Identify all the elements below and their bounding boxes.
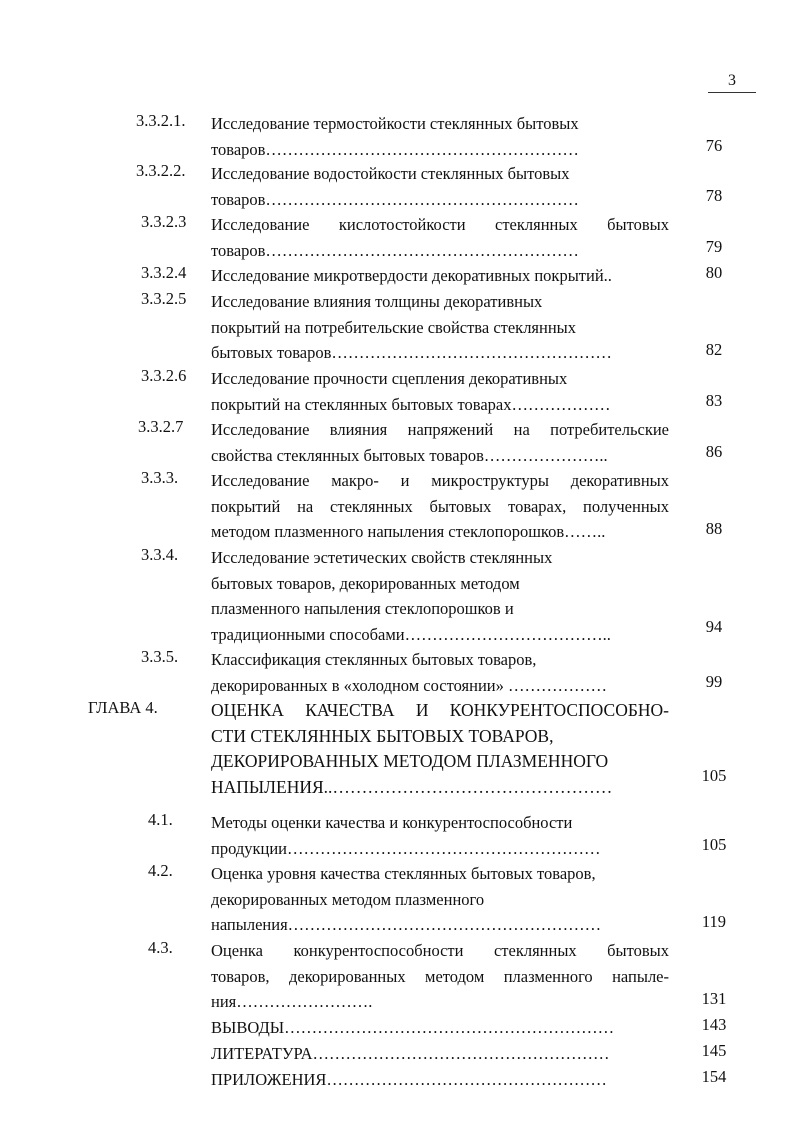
- toc-entry-title: [211, 468, 669, 545]
- toc-entry-title: [211, 861, 669, 938]
- toc-entry-line: товаров…………………………………………………: [211, 189, 579, 209]
- toc-entry-page: 83: [705, 391, 723, 410]
- toc-entry-number: 3.3.2.6: [141, 366, 187, 385]
- toc-entry-page: 86: [705, 442, 723, 461]
- toc-entry-line: традиционными способами………………………………..: [211, 624, 611, 644]
- toc-entry-number: 3.3.2.1.: [136, 111, 186, 130]
- toc-entry-number: 3.3.4.: [141, 545, 179, 564]
- toc-entry-title: [211, 1067, 669, 1093]
- toc-entry-line: Исследование кислотостойкости стеклянных бытовых: [211, 215, 669, 234]
- toc-entry-title: [211, 289, 669, 366]
- toc-entry-line: Исследование макро- и микроструктуры декоративных: [211, 471, 669, 490]
- toc-entry-title: [211, 545, 669, 647]
- toc-entry-line: Классификация стеклянных бытовых товаров,: [211, 650, 537, 669]
- toc-entry-line: бытовых товаров……………………………………………: [211, 343, 612, 362]
- toc-entry-line: ПРИЛОЖЕНИЯ……………………………………………: [211, 1070, 607, 1089]
- toc-entry-line: свойства стеклянных бытовых товаров…………………..: [211, 445, 608, 465]
- toc-entry-title: [211, 1015, 669, 1041]
- toc-entry-number: 3.3.2.5: [141, 289, 187, 308]
- toc-entry-number: ГЛАВА 4.: [88, 698, 158, 717]
- toc-entry-line: Исследование эстетических свойств стеклянных: [211, 548, 553, 567]
- toc-entry-title: [211, 698, 669, 800]
- toc-entry-number: 4.3.: [148, 938, 173, 957]
- toc-entry-line: Исследование влияния напряжений на потребительские: [211, 420, 669, 439]
- toc-entry-title: [211, 263, 669, 289]
- toc-entry-title: [211, 161, 669, 212]
- toc-entry-line: ВЫВОДЫ……………………………………………………: [211, 1018, 615, 1037]
- toc-entry-title: [211, 417, 669, 468]
- page-number: 3: [708, 72, 756, 93]
- toc-entry-line: товаров…………………………………………………: [211, 240, 579, 260]
- toc-entry-number: 3.3.2.3: [141, 212, 187, 231]
- toc-entry-line: Исследование микротвердости декоративных покрытий..: [211, 266, 612, 285]
- toc-entry-page: 82: [705, 340, 723, 359]
- toc-entry-line: декорированных в «холодном состоянии» ………………: [211, 675, 607, 695]
- toc-entry-line: покрытий на стеклянных бытовых товарах, полученных: [211, 496, 669, 516]
- toc-entry-line: покрытий на потребительские свойства стеклянных: [211, 317, 577, 337]
- toc-entry-number: 3.3.5.: [141, 647, 179, 666]
- toc-entry-line: Исследование термостойкости стеклянных бытовых: [211, 114, 579, 133]
- toc-entry-line: Оценка уровня качества стеклянных бытовых товаров,: [211, 864, 596, 883]
- toc-entry-line: плазменного напыления стеклопорошков и: [211, 599, 514, 618]
- toc-entry-title: [211, 111, 669, 162]
- toc-entry-page: 88: [705, 519, 723, 538]
- toc-entry-page: 105: [701, 766, 727, 785]
- toc-entry-line: покрытий на стеклянных бытовых товарах………………: [211, 394, 611, 414]
- toc-entry-title: [211, 938, 669, 1015]
- toc-entry-line: декорированных методом плазменного: [211, 889, 485, 909]
- toc-entry-number: 3.3.2.4: [141, 263, 187, 282]
- toc-entry-line: бытовых товаров, декорированных методом: [211, 573, 520, 593]
- toc-entry-title: [211, 647, 669, 698]
- toc-entry-title: [211, 212, 669, 263]
- toc-entry-line: ЛИТЕРАТУРА………………………………………………: [211, 1044, 610, 1063]
- toc-entry-page: 76: [705, 136, 723, 155]
- toc-entry-page: 105: [701, 835, 727, 854]
- toc-entry-line: ОЦЕНКА КАЧЕСТВА И КОНКУРЕНТОСПОСОБНО-: [211, 700, 669, 720]
- toc-entry-number: 4.2.: [148, 861, 173, 880]
- toc-entry-number: 3.3.2.7: [138, 417, 184, 436]
- toc-entry-page: 131: [701, 989, 727, 1008]
- toc-entry-number: 4.1.: [148, 810, 173, 829]
- toc-entry-number: 3.3.3.: [141, 468, 179, 487]
- toc-entry-line: товаров…………………………………………………: [211, 139, 579, 159]
- toc-entry-line: ния…………………….: [211, 992, 373, 1011]
- toc-entry-line: ДЕКОРИРОВАННЫХ МЕТОДОМ ПЛАЗМЕННОГО: [211, 751, 609, 771]
- toc-entry-line: СТИ СТЕКЛЯННЫХ БЫТОВЫХ ТОВАРОВ,: [211, 725, 554, 746]
- toc-entry-line: Исследование прочности сцепления декоративных: [211, 369, 568, 388]
- toc-entry-page: 94: [705, 617, 723, 636]
- toc-entry-page: 143: [701, 1015, 727, 1034]
- toc-entry-page: 119: [701, 912, 727, 931]
- toc-entry-line: Оценка конкурентоспособности стеклянных бытовых: [211, 941, 669, 960]
- toc-entry-title: [211, 366, 669, 417]
- toc-entry-line: продукции…………………………………………………: [211, 838, 601, 858]
- toc-entry-line: Исследование влияния толщины декоративных: [211, 292, 543, 311]
- toc-entry-line: Методы оценки качества и конкурентоспособности: [211, 813, 573, 832]
- toc-entry-page: 78: [705, 186, 723, 205]
- toc-entry-page: 99: [705, 672, 723, 691]
- toc-entry-title: [211, 1041, 669, 1067]
- toc-entry-page: 80: [705, 263, 723, 282]
- toc-entry-line: товаров, декорированных методом плазменного напыле-: [211, 966, 669, 986]
- toc-entry-line: методом плазменного напыления стеклопорошков……..: [211, 522, 606, 541]
- toc-entry-line: напыления…………………………………………………: [211, 915, 602, 934]
- toc-entry-number: 3.3.2.2.: [136, 161, 186, 180]
- toc-entry-page: 145: [701, 1041, 727, 1060]
- toc-entry-page: 154: [701, 1067, 727, 1086]
- toc-entry-line: НАПЫЛЕНИЯ..…………………………………………: [211, 776, 613, 797]
- toc-entry-line: Исследование водостойкости стеклянных бытовых: [211, 164, 570, 183]
- toc-entry-title: [211, 810, 669, 861]
- toc-entry-page: 79: [705, 237, 723, 256]
